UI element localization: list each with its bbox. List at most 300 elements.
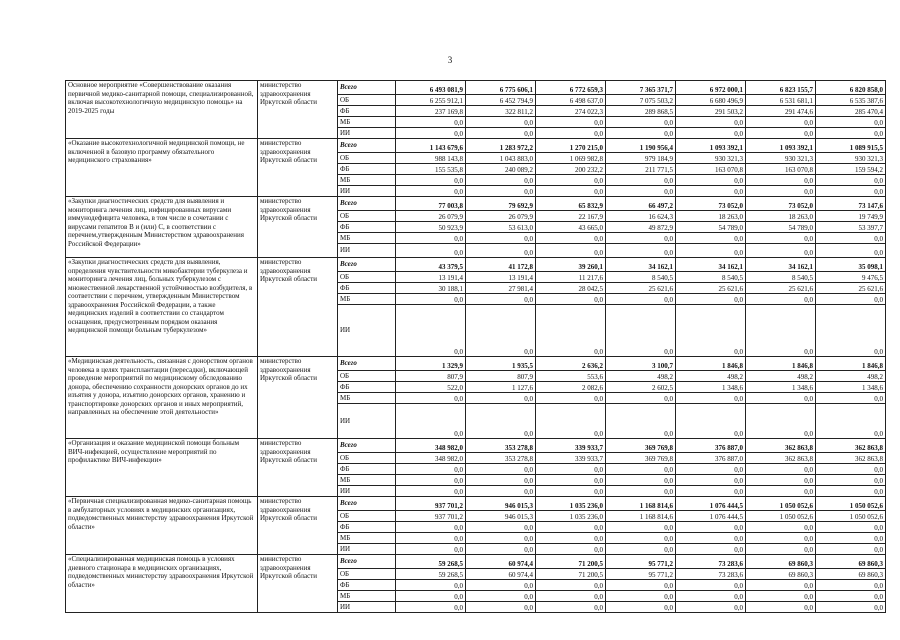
amount-cell: 155 535,8 (396, 164, 466, 175)
amount-cell: 28 042,5 (536, 283, 606, 294)
amount-cell: 0,0 (606, 533, 676, 544)
amount-cell: 66 497,2 (606, 197, 676, 211)
amount-cell: 50 923,9 (396, 222, 466, 233)
amount-cell: 11 217,6 (536, 272, 606, 283)
amount-cell: 71 200,5 (536, 555, 606, 569)
amount-cell: 0,0 (466, 475, 536, 486)
amount-cell: 1 846,8 (746, 357, 816, 371)
amount-cell: 19 749,9 (816, 211, 886, 222)
amount-cell: 0,0 (606, 294, 676, 305)
amount-cell: 353 278,8 (466, 439, 536, 453)
amount-cell: 6 772 659,3 (536, 81, 606, 95)
amount-cell: 1 935,5 (466, 357, 536, 371)
amount-cell: 339 933,7 (536, 453, 606, 464)
amount-cell: 0,0 (396, 186, 466, 197)
table-row (66, 81, 886, 95)
amount-cell: 498,2 (676, 371, 746, 382)
funding-source-cell: Всего (338, 81, 396, 95)
amount-cell: 0,0 (396, 486, 466, 497)
amount-cell: 1 089 915,5 (816, 139, 886, 153)
amount-cell: 43 665,0 (536, 222, 606, 233)
amount-cell: 0,0 (676, 464, 746, 475)
amount-cell: 54 789,0 (676, 222, 746, 233)
executor-cell: министерство здравоохранения Иркутской области (258, 439, 338, 497)
amount-cell: 34 162,1 (746, 258, 816, 272)
amount-cell: 0,0 (746, 244, 816, 258)
amount-cell: 13 191,4 (396, 272, 466, 283)
amount-cell: 0,0 (536, 117, 606, 128)
amount-cell: 73 147,6 (816, 197, 886, 211)
table-row (66, 139, 886, 153)
amount-cell: 369 769,8 (606, 439, 676, 453)
table-row (66, 439, 886, 453)
funding-source-cell: МБ (338, 533, 396, 544)
amount-cell: 0,0 (606, 522, 676, 533)
amount-cell: 3 100,7 (606, 357, 676, 371)
amount-cell: 27 981,4 (466, 283, 536, 294)
amount-cell: 0,0 (536, 128, 606, 139)
amount-cell: 25 621,6 (816, 283, 886, 294)
amount-cell: 69 860,3 (746, 555, 816, 569)
amount-cell: 0,0 (746, 305, 816, 357)
amount-cell: 0,0 (536, 580, 606, 591)
funding-source-cell: МБ (338, 294, 396, 305)
amount-cell: 0,0 (396, 475, 466, 486)
amount-cell: 0,0 (676, 544, 746, 555)
amount-cell: 362 863,8 (816, 439, 886, 453)
amount-cell: 0,0 (606, 244, 676, 258)
amount-cell: 274 022,3 (536, 106, 606, 117)
page-number: 3 (447, 55, 453, 65)
amount-cell: 0,0 (816, 404, 886, 439)
funding-source-cell: ОБ (338, 211, 396, 222)
amount-cell: 30 188,1 (396, 283, 466, 294)
amount-cell: 0,0 (536, 175, 606, 186)
amount-cell: 807,9 (396, 371, 466, 382)
amount-cell: 1 050 052,6 (816, 511, 886, 522)
amount-cell: 69 860,3 (746, 569, 816, 580)
funding-source-cell: МБ (338, 591, 396, 602)
event-name-cell: «Медицинская деятельность, связанная с донорством органов человека в целях трансплантации (пересадки), включающей проведение мероприятий по медицинскому обследованию донора, обеспечению сохранности донорских органов до их изъятия у донора, изъятию донорских органов, хранению и транспортировке донорских органов и иных мероприятий, направленных на обеспечение этой деятельности» (66, 357, 258, 439)
amount-cell: 0,0 (466, 186, 536, 197)
amount-cell: 0,0 (466, 244, 536, 258)
amount-cell: 53 397,7 (816, 222, 886, 233)
amount-cell: 0,0 (816, 128, 886, 139)
amount-cell: 0,0 (396, 233, 466, 244)
amount-cell: 1 050 052,6 (746, 497, 816, 511)
amount-cell: 73 052,0 (746, 197, 816, 211)
amount-cell: 0,0 (466, 591, 536, 602)
funding-source-cell: ИИ (338, 544, 396, 555)
amount-cell: 0,0 (396, 294, 466, 305)
amount-cell: 34 162,1 (676, 258, 746, 272)
amount-cell: 1 190 956,4 (606, 139, 676, 153)
amount-cell: 7 075 503,2 (606, 95, 676, 106)
amount-cell: 0,0 (816, 464, 886, 475)
amount-cell: 0,0 (746, 294, 816, 305)
amount-cell: 0,0 (536, 393, 606, 404)
funding-source-cell: ФБ (338, 106, 396, 117)
amount-cell: 0,0 (816, 117, 886, 128)
table-row (66, 555, 886, 569)
amount-cell: 0,0 (606, 602, 676, 613)
amount-cell: 0,0 (606, 175, 676, 186)
amount-cell: 339 933,7 (536, 439, 606, 453)
amount-cell: 0,0 (536, 591, 606, 602)
amount-cell: 0,0 (536, 533, 606, 544)
amount-cell: 0,0 (816, 305, 886, 357)
amount-cell: 0,0 (396, 175, 466, 186)
amount-cell: 362 863,8 (816, 453, 886, 464)
amount-cell: 9 476,5 (816, 272, 886, 283)
amount-cell: 0,0 (606, 186, 676, 197)
amount-cell: 26 079,9 (396, 211, 466, 222)
amount-cell: 1 050 052,6 (746, 511, 816, 522)
amount-cell: 0,0 (816, 233, 886, 244)
amount-cell: 0,0 (746, 486, 816, 497)
funding-source-cell: ОБ (338, 511, 396, 522)
amount-cell: 0,0 (676, 244, 746, 258)
amount-cell: 8 540,5 (676, 272, 746, 283)
funding-source-cell: ИИ (338, 404, 396, 439)
amount-cell: 0,0 (676, 294, 746, 305)
amount-cell: 0,0 (396, 128, 466, 139)
amount-cell: 1 168 814,6 (606, 511, 676, 522)
amount-cell: 376 887,0 (676, 439, 746, 453)
amount-cell: 0,0 (816, 533, 886, 544)
amount-cell: 0,0 (606, 591, 676, 602)
amount-cell: 71 200,5 (536, 569, 606, 580)
amount-cell: 1 076 444,5 (676, 497, 746, 511)
amount-cell: 0,0 (396, 544, 466, 555)
executor-cell: министерство здравоохранения Иркутской области (258, 81, 338, 139)
amount-cell: 0,0 (466, 393, 536, 404)
amount-cell: 0,0 (536, 475, 606, 486)
amount-cell: 0,0 (606, 305, 676, 357)
funding-source-cell: ФБ (338, 164, 396, 175)
amount-cell: 0,0 (536, 464, 606, 475)
amount-cell: 0,0 (676, 522, 746, 533)
amount-cell: 95 771,2 (606, 569, 676, 580)
amount-cell: 1 348,6 (676, 382, 746, 393)
amount-cell: 73 283,6 (676, 569, 746, 580)
amount-cell: 0,0 (816, 580, 886, 591)
amount-cell: 18 263,0 (746, 211, 816, 222)
amount-cell: 0,0 (746, 522, 816, 533)
amount-cell: 0,0 (466, 128, 536, 139)
amount-cell: 0,0 (466, 404, 536, 439)
amount-cell: 0,0 (676, 175, 746, 186)
amount-cell: 73 052,0 (676, 197, 746, 211)
funding-source-cell: ИИ (338, 305, 396, 357)
amount-cell: 6 493 081,9 (396, 81, 466, 95)
event-name-cell: «Оказание высокотехнологичной медицинской помощи, не включенной в базовую программу обязательного медицинского страхования» (66, 139, 258, 197)
amount-cell: 979 184,9 (606, 153, 676, 164)
amount-cell: 73 283,6 (676, 555, 746, 569)
amount-cell: 34 162,1 (606, 258, 676, 272)
amount-cell: 0,0 (396, 533, 466, 544)
amount-cell: 8 540,5 (746, 272, 816, 283)
amount-cell: 946 015,3 (466, 497, 536, 511)
amount-cell: 988 143,8 (396, 153, 466, 164)
amount-cell: 0,0 (606, 117, 676, 128)
amount-cell: 6 820 858,0 (816, 81, 886, 95)
amount-cell: 211 771,5 (606, 164, 676, 175)
amount-cell: 0,0 (676, 602, 746, 613)
amount-cell: 0,0 (396, 404, 466, 439)
event-name-cell: Основное мероприятие «Совершенствование оказания первичной медико-санитарной помощи, специализированной, включая высокотехнологичную медицинскую помощь» на 2019-2025 годы (66, 81, 258, 139)
amount-cell: 353 278,8 (466, 453, 536, 464)
amount-cell: 0,0 (466, 117, 536, 128)
amount-cell: 0,0 (396, 580, 466, 591)
amount-cell: 807,9 (466, 371, 536, 382)
amount-cell: 0,0 (396, 522, 466, 533)
amount-cell: 0,0 (466, 305, 536, 357)
amount-cell: 95 771,2 (606, 555, 676, 569)
funding-source-cell: ОБ (338, 371, 396, 382)
amount-cell: 0,0 (606, 464, 676, 475)
amount-cell: 8 540,5 (606, 272, 676, 283)
executor-cell: министерство здравоохранения Иркутской области (258, 197, 338, 258)
amount-cell: 0,0 (676, 186, 746, 197)
amount-cell: 0,0 (816, 175, 886, 186)
amount-cell: 0,0 (746, 544, 816, 555)
amount-cell: 2 602,5 (606, 382, 676, 393)
amount-cell: 930 321,3 (676, 153, 746, 164)
event-name-cell: «Закупки диагностических средств для выявления, определения чувствительности микобактерии туберкулеза и мониторинга лечения лиц, больных туберкулезом с множественной лекарственной устойчивостью возбудителя, в соответствии с перечнем, утвержденным Министерством здравоохранения Российской Федерации, а также медицинских изделий в соответствии со стандартом оснащения, предусмотренным порядком оказания медицинской помощи больным туберкулезом» (66, 258, 258, 357)
amount-cell: 0,0 (536, 294, 606, 305)
amount-cell: 1 283 972,2 (466, 139, 536, 153)
amount-cell: 22 167,9 (536, 211, 606, 222)
amount-cell: 0,0 (746, 591, 816, 602)
funding-source-cell: Всего (338, 439, 396, 453)
amount-cell: 0,0 (466, 544, 536, 555)
budget-table-body (66, 81, 886, 613)
amount-cell: 2 636,2 (536, 357, 606, 371)
amount-cell: 77 003,8 (396, 197, 466, 211)
amount-cell: 0,0 (746, 533, 816, 544)
amount-cell: 200 232,2 (536, 164, 606, 175)
amount-cell: 25 621,6 (606, 283, 676, 294)
funding-source-cell: ИИ (338, 602, 396, 613)
amount-cell: 60 974,4 (466, 555, 536, 569)
funding-source-cell: ОБ (338, 153, 396, 164)
amount-cell: 937 701,2 (396, 511, 466, 522)
amount-cell: 0,0 (676, 486, 746, 497)
amount-cell: 0,0 (676, 233, 746, 244)
amount-cell: 0,0 (676, 580, 746, 591)
amount-cell: 291 474,6 (746, 106, 816, 117)
amount-cell: 6 535 387,6 (816, 95, 886, 106)
amount-cell: 0,0 (816, 393, 886, 404)
amount-cell: 1 348,6 (746, 382, 816, 393)
funding-source-cell: ФБ (338, 522, 396, 533)
amount-cell: 0,0 (746, 233, 816, 244)
amount-cell: 159 594,2 (816, 164, 886, 175)
amount-cell: 0,0 (466, 522, 536, 533)
funding-source-cell: Всего (338, 197, 396, 211)
amount-cell: 41 172,8 (466, 258, 536, 272)
amount-cell: 1 035 236,0 (536, 511, 606, 522)
amount-cell: 240 089,2 (466, 164, 536, 175)
amount-cell: 1 050 052,6 (816, 497, 886, 511)
funding-source-cell: МБ (338, 175, 396, 186)
amount-cell: 0,0 (746, 117, 816, 128)
amount-cell: 0,0 (746, 602, 816, 613)
amount-cell: 35 098,1 (816, 258, 886, 272)
amount-cell: 946 015,3 (466, 511, 536, 522)
funding-source-cell: ИИ (338, 186, 396, 197)
amount-cell: 0,0 (536, 404, 606, 439)
amount-cell: 6 498 637,0 (536, 95, 606, 106)
amount-cell: 0,0 (816, 602, 886, 613)
funding-source-cell: ФБ (338, 382, 396, 393)
event-name-cell: «Первичная специализированная медико-санитарная помощь в амбулаторных условиях в медицинских организациях, подведомственных министерству здравоохранения Иркутской области» (66, 497, 258, 555)
funding-source-cell: ФБ (338, 283, 396, 294)
funding-source-cell: Всего (338, 139, 396, 153)
amount-cell: 1 846,8 (816, 357, 886, 371)
amount-cell: 69 860,3 (816, 569, 886, 580)
amount-cell: 0,0 (396, 393, 466, 404)
funding-source-cell: Всего (338, 555, 396, 569)
funding-source-cell: ОБ (338, 272, 396, 283)
amount-cell: 0,0 (466, 486, 536, 497)
amount-cell: 0,0 (396, 305, 466, 357)
amount-cell: 163 070,8 (676, 164, 746, 175)
amount-cell: 1 093 392,1 (746, 139, 816, 153)
amount-cell: 0,0 (816, 294, 886, 305)
amount-cell: 1 093 392,1 (676, 139, 746, 153)
table-row (66, 197, 886, 211)
amount-cell: 289 868,5 (606, 106, 676, 117)
amount-cell: 0,0 (746, 475, 816, 486)
funding-source-cell: ФБ (338, 580, 396, 591)
amount-cell: 0,0 (746, 128, 816, 139)
executor-cell: министерство здравоохранения Иркутской области (258, 555, 338, 613)
amount-cell: 6 680 496,9 (676, 95, 746, 106)
amount-cell: 0,0 (466, 602, 536, 613)
amount-cell: 362 863,8 (746, 453, 816, 464)
executor-cell: министерство здравоохранения Иркутской области (258, 497, 338, 555)
amount-cell: 7 365 371,7 (606, 81, 676, 95)
amount-cell: 0,0 (536, 602, 606, 613)
amount-cell: 0,0 (746, 393, 816, 404)
amount-cell: 0,0 (816, 544, 886, 555)
event-name-cell: «Специализированная медицинская помощь в условиях дневного стационара в медицинских организациях, подведомственных министерству здравоохранения Иркутской области» (66, 555, 258, 613)
amount-cell: 69 860,3 (816, 555, 886, 569)
amount-cell: 0,0 (676, 533, 746, 544)
amount-cell: 65 832,9 (536, 197, 606, 211)
amount-cell: 0,0 (466, 580, 536, 591)
amount-cell: 0,0 (606, 233, 676, 244)
amount-cell: 498,2 (816, 371, 886, 382)
funding-source-cell: ОБ (338, 569, 396, 580)
amount-cell: 1 127,6 (466, 382, 536, 393)
amount-cell: 1 329,9 (396, 357, 466, 371)
amount-cell: 6 775 606,1 (466, 81, 536, 95)
amount-cell: 25 621,6 (746, 283, 816, 294)
executor-cell: министерство здравоохранения Иркутской области (258, 139, 338, 197)
amount-cell: 0,0 (536, 486, 606, 497)
amount-cell: 0,0 (746, 186, 816, 197)
amount-cell: 6 531 681,1 (746, 95, 816, 106)
amount-cell: 0,0 (606, 404, 676, 439)
amount-cell: 26 079,9 (466, 211, 536, 222)
event-name-cell: «Закупки диагностических средств для выявления и мониторинга лечения лиц, инфицированных вирусами иммунодефицита человека, в том числе в сочетании с вирусами гепатитов В и (или) С, в соответствии с перечнем,утвержденным Министерством здравоохранения Российской Федерации» (66, 197, 258, 258)
funding-source-cell: ОБ (338, 95, 396, 106)
amount-cell: 930 321,3 (816, 153, 886, 164)
amount-cell: 0,0 (396, 464, 466, 475)
amount-cell: 0,0 (606, 544, 676, 555)
amount-cell: 0,0 (676, 591, 746, 602)
amount-cell: 6 972 000,1 (676, 81, 746, 95)
amount-cell: 369 769,8 (606, 453, 676, 464)
amount-cell: 0,0 (746, 404, 816, 439)
amount-cell: 59 268,5 (396, 569, 466, 580)
amount-cell: 0,0 (466, 464, 536, 475)
amount-cell: 348 982,0 (396, 453, 466, 464)
amount-cell: 237 169,8 (396, 106, 466, 117)
amount-cell: 1 069 982,8 (536, 153, 606, 164)
amount-cell: 0,0 (466, 233, 536, 244)
amount-cell: 0,0 (816, 475, 886, 486)
amount-cell: 0,0 (676, 117, 746, 128)
amount-cell: 0,0 (676, 128, 746, 139)
funding-source-cell: МБ (338, 475, 396, 486)
amount-cell: 0,0 (396, 117, 466, 128)
amount-cell: 0,0 (676, 475, 746, 486)
amount-cell: 0,0 (466, 175, 536, 186)
amount-cell: 522,0 (396, 382, 466, 393)
amount-cell: 930 321,3 (746, 153, 816, 164)
amount-cell: 6 823 155,7 (746, 81, 816, 95)
funding-source-cell: Всего (338, 258, 396, 272)
funding-source-cell: МБ (338, 117, 396, 128)
amount-cell: 2 082,6 (536, 382, 606, 393)
amount-cell: 0,0 (536, 244, 606, 258)
amount-cell: 0,0 (746, 464, 816, 475)
amount-cell: 0,0 (606, 393, 676, 404)
amount-cell: 0,0 (466, 533, 536, 544)
amount-cell: 0,0 (816, 244, 886, 258)
amount-cell: 39 260,1 (536, 258, 606, 272)
amount-cell: 0,0 (606, 486, 676, 497)
amount-cell: 376 887,0 (676, 453, 746, 464)
amount-cell: 0,0 (396, 602, 466, 613)
amount-cell: 1 076 444,5 (676, 511, 746, 522)
amount-cell: 0,0 (606, 128, 676, 139)
amount-cell: 18 263,0 (676, 211, 746, 222)
funding-source-cell: ФБ (338, 464, 396, 475)
amount-cell: 348 982,0 (396, 439, 466, 453)
funding-source-cell: МБ (338, 233, 396, 244)
amount-cell: 0,0 (816, 522, 886, 533)
amount-cell: 6 452 794,9 (466, 95, 536, 106)
amount-cell: 1 846,8 (676, 357, 746, 371)
amount-cell: 322 811,2 (466, 106, 536, 117)
amount-cell: 0,0 (536, 305, 606, 357)
amount-cell: 0,0 (816, 186, 886, 197)
amount-cell: 53 613,0 (466, 222, 536, 233)
funding-source-cell: ФБ (338, 222, 396, 233)
amount-cell: 498,2 (606, 371, 676, 382)
amount-cell: 0,0 (816, 591, 886, 602)
amount-cell: 43 379,5 (396, 258, 466, 272)
amount-cell: 79 692,9 (466, 197, 536, 211)
amount-cell: 0,0 (606, 580, 676, 591)
amount-cell: 49 872,9 (606, 222, 676, 233)
amount-cell: 0,0 (676, 404, 746, 439)
